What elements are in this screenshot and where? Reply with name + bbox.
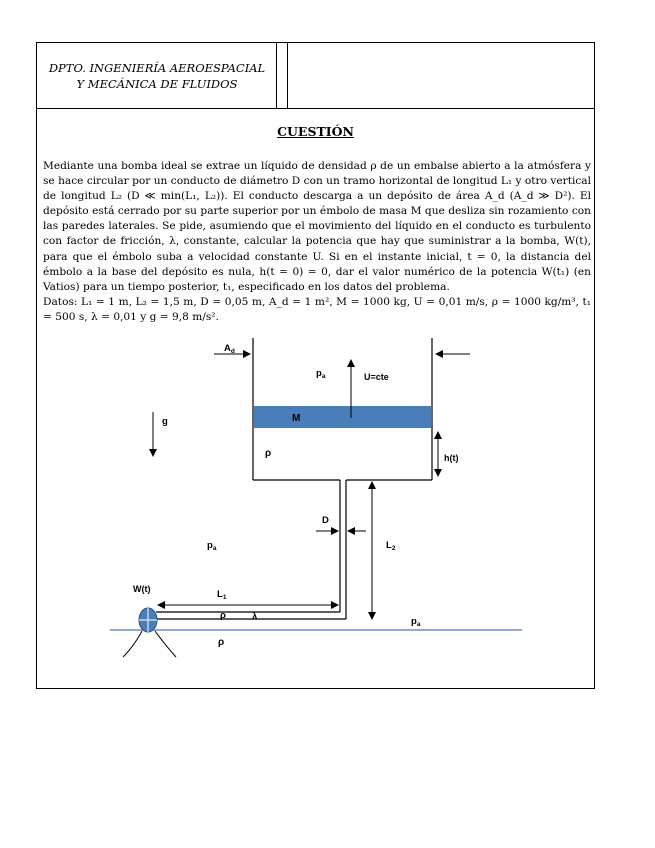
pump-intake-right: [155, 631, 176, 657]
label-rho-reservoir: ρ: [218, 637, 225, 648]
pump-intake-left: [123, 631, 142, 657]
label-velocity: U=cte: [364, 372, 389, 382]
label-mass: M: [292, 413, 301, 424]
label-gravity: g: [162, 416, 168, 427]
problem-data: Datos: L₁ = 1 m, L₂ = 1,5 m, D = 0,05 m, A_d = 1 m², M = 1000 kg, U = 0,01 m/s, ρ = 1000 kg/m³, t₁ = 500 s, λ = 0,01 y g = 9,8 m/s².: [43, 295, 591, 323]
piston: [254, 406, 431, 428]
label-power: W(t): [133, 584, 151, 594]
label-pa-tank: $p_a$: [316, 368, 326, 380]
label-l1: $L_1$: [217, 589, 227, 601]
label-lambda: λ: [252, 611, 258, 622]
dept-line-1: DPTO. INGENIERÍA AEROESPACIAL: [48, 61, 266, 75]
label-pa-left: $p_a$: [207, 540, 217, 552]
page-title: CUESTIÓN: [277, 124, 354, 139]
label-rho-pipe: ρ: [220, 610, 226, 621]
label-height: h(t): [444, 453, 459, 463]
problem-statement: Mediante una bomba ideal se extrae un líquido de densidad ρ de un embalse abierto a la atmósfera y se hace circular por un conducto de diámetro D con un tramo horizontal de longitud L₁ y otro vertical de longitud L₂ (D ≪ min(L₁, L₂)). El conducto descarga a un depósito de área A_d (A_d ≫ D²). El depósito está cerrado por su parte superior por un émbolo de masa M que desliza sin rozamiento con las paredes laterales. Se pide, asumiendo que el movimiento del líquido en el conducto es turbulento con factor de fricción, λ, constante, calcular la potencia que hay que suministrar a la bomba, W(t), para que el émbolo suba a velocidad constante U. Si en el instante inicial, t = 0, la distancia del émbolo a la base del depósito es nula, h(t = 0) = 0, dar el valor numérico de la potencia W(t₁) (en Vatios) para un tiempo posterior, t₁, especificado en los datos del problema.: [43, 160, 591, 293]
dept-line-2: Y MECÁNICA DE FLUIDOS: [76, 77, 238, 91]
label-diameter: D: [322, 515, 329, 526]
label-l2: $L_2$: [386, 540, 396, 552]
label-rho-tank: ρ: [265, 448, 272, 459]
label-area: $A_d$: [224, 343, 235, 355]
label-pa-right: $p_a$: [411, 616, 421, 628]
